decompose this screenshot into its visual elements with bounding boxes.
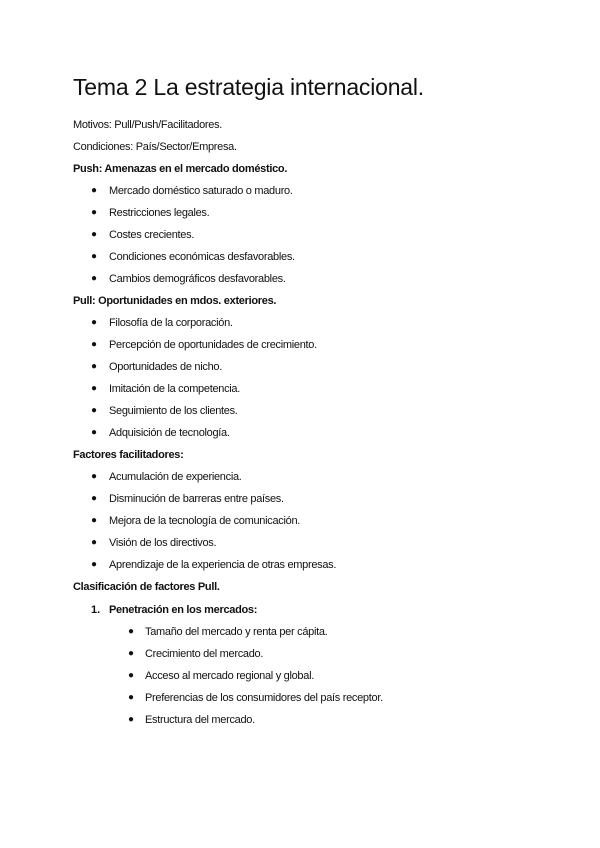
clasificacion-heading: Clasificación de factores Pull. bbox=[73, 581, 220, 593]
list-item: Imitación de la competencia. bbox=[109, 383, 241, 395]
bullet-icon: ● bbox=[91, 361, 98, 372]
list-item: Tamaño del mercado y renta per cápita. bbox=[145, 626, 328, 638]
bullet-icon: ● bbox=[91, 339, 98, 350]
list-item: Disminución de barreras entre países. bbox=[109, 493, 284, 505]
bullet-icon: ● bbox=[91, 471, 98, 482]
list-item: Condiciones económicas desfavorables. bbox=[109, 251, 295, 263]
list-item: Preferencias de los consumidores del país receptor. bbox=[145, 692, 383, 704]
pull-heading: Pull: Oportunidades en mdos. exteriores. bbox=[73, 295, 277, 307]
bullet-icon: ● bbox=[91, 383, 98, 394]
bullet-icon: ● bbox=[91, 229, 98, 240]
numbered-item-label: Penetración en los mercados: bbox=[109, 604, 258, 616]
bullet-icon: ● bbox=[91, 185, 98, 196]
bullet-icon: ● bbox=[91, 317, 98, 328]
list-item: Mercado doméstico saturado o maduro. bbox=[109, 185, 293, 197]
list-item: Mejora de la tecnología de comunicación. bbox=[109, 515, 301, 527]
bullet-icon: ● bbox=[128, 692, 135, 703]
list-item: Cambios demográficos desfavorables. bbox=[109, 273, 286, 285]
list-item: Seguimiento de los clientes. bbox=[109, 405, 238, 417]
bullet-icon: ● bbox=[91, 559, 98, 570]
bullet-icon: ● bbox=[128, 648, 135, 659]
bullet-icon: ● bbox=[91, 493, 98, 504]
list-item: Visión de los directivos. bbox=[109, 537, 217, 549]
list-item: Acumulación de experiencia. bbox=[109, 471, 242, 483]
condiciones-line: Condiciones: País/Sector/Empresa. bbox=[73, 141, 237, 153]
list-item: Filosofía de la corporación. bbox=[109, 317, 233, 329]
list-item: Costes crecientes. bbox=[109, 229, 195, 241]
bullet-icon: ● bbox=[91, 537, 98, 548]
bullet-icon: ● bbox=[91, 273, 98, 284]
list-item: Estructura del mercado. bbox=[145, 714, 255, 726]
bullet-icon: ● bbox=[91, 405, 98, 416]
bullet-icon: ● bbox=[128, 626, 135, 637]
push-heading: Push: Amenazas en el mercado doméstico. bbox=[73, 163, 288, 175]
bullet-icon: ● bbox=[91, 427, 98, 438]
list-item: Restricciones legales. bbox=[109, 207, 210, 219]
bullet-icon: ● bbox=[91, 515, 98, 526]
list-item: Oportunidades de nicho. bbox=[109, 361, 222, 373]
bullet-icon: ● bbox=[91, 251, 98, 262]
list-item: Aprendizaje de la experiencia de otras empresas. bbox=[109, 559, 337, 571]
bullet-icon: ● bbox=[128, 670, 135, 681]
list-number: 1. bbox=[91, 604, 101, 616]
list-item: Acceso al mercado regional y global. bbox=[145, 670, 314, 682]
bullet-icon: ● bbox=[128, 714, 135, 725]
list-item: Adquisición de tecnología. bbox=[109, 427, 230, 439]
facilitadores-heading: Factores facilitadores: bbox=[73, 449, 184, 461]
document-title: Tema 2 La estrategia internacional. bbox=[73, 74, 424, 100]
list-item: Crecimiento del mercado. bbox=[145, 648, 264, 660]
motivos-line: Motivos: Pull/Push/Facilitadores. bbox=[73, 119, 223, 131]
bullet-icon: ● bbox=[91, 207, 98, 218]
list-item: Percepción de oportunidades de crecimiento. bbox=[109, 339, 317, 351]
